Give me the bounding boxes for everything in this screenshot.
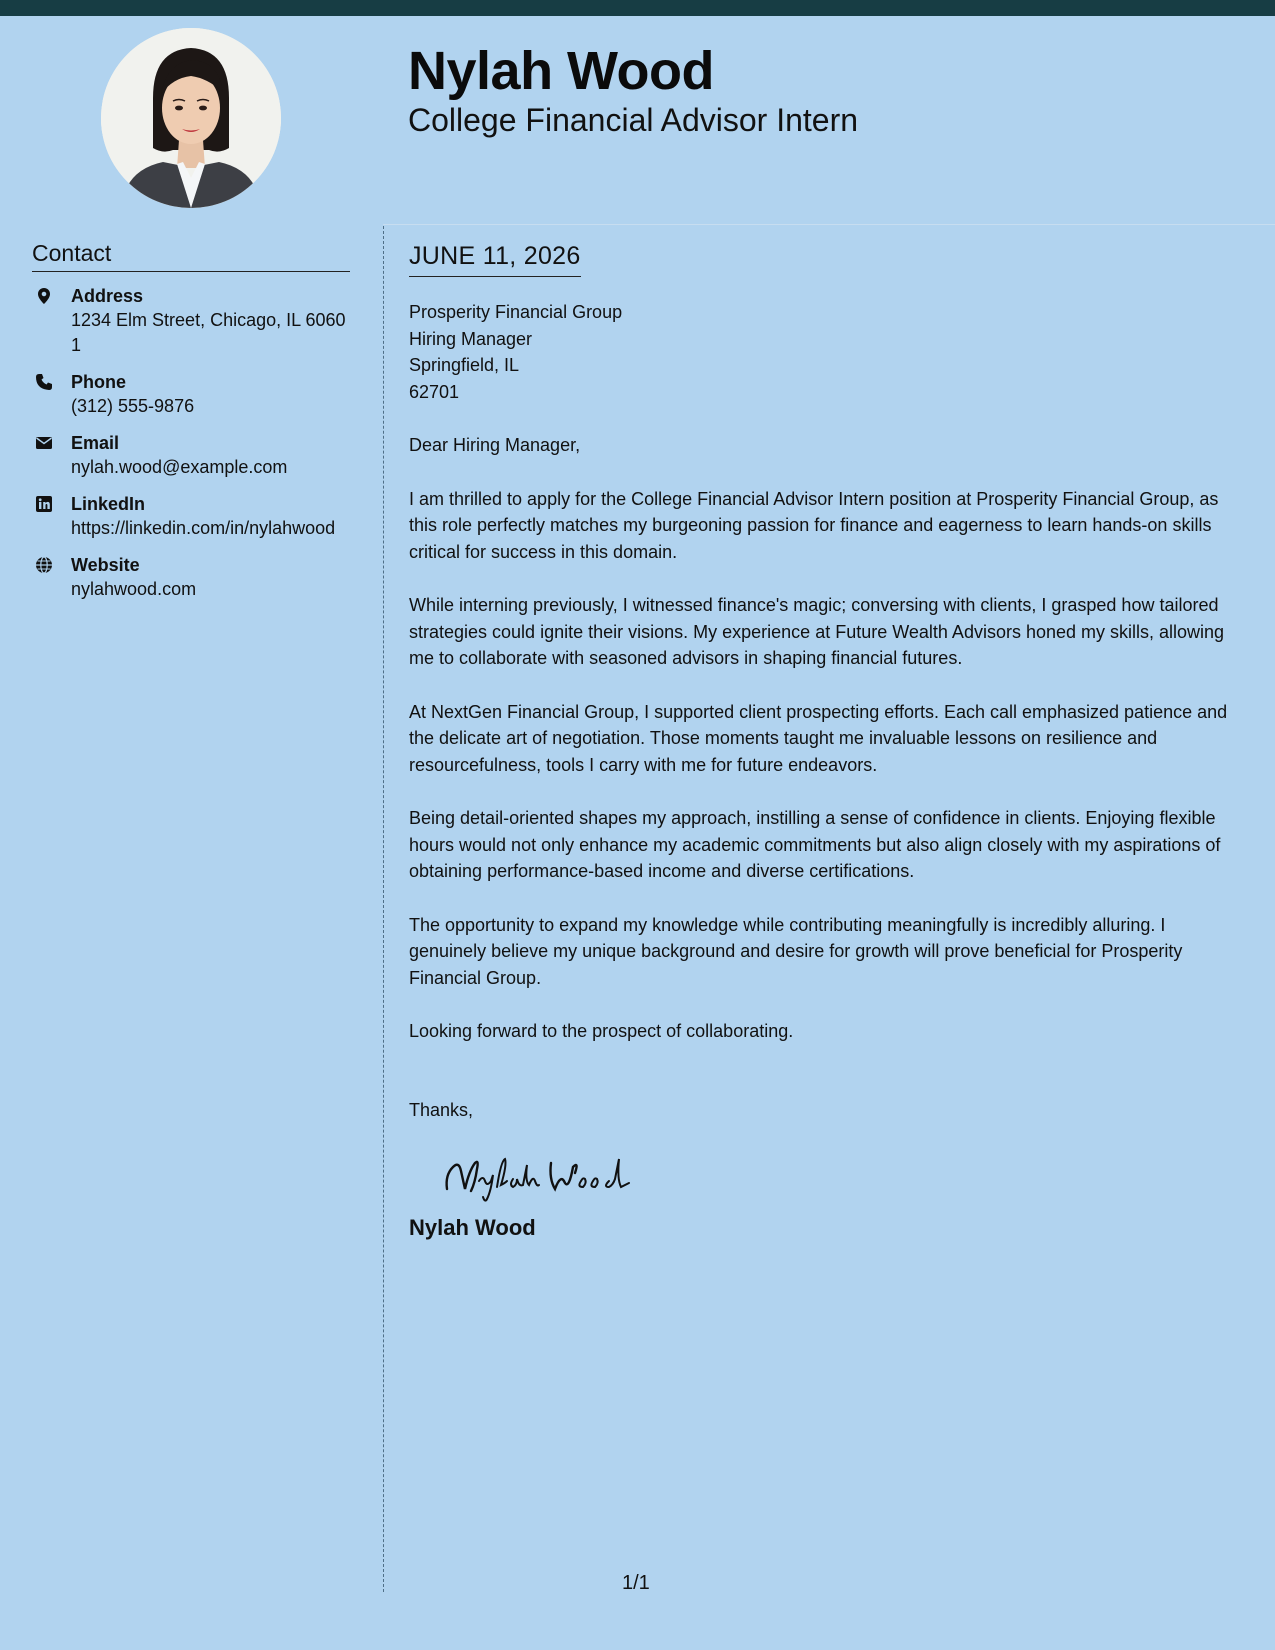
header-divider [383, 224, 1275, 225]
website-value[interactable]: nylahwood.com [71, 579, 197, 599]
address-value: 1234 Elm Street, Chicago, IL 60601 [71, 310, 346, 355]
recipient-block [409, 299, 1239, 405]
contact-label: LinkedIn [71, 494, 146, 514]
contact-website [32, 553, 352, 602]
signoff: Thanks, [409, 1099, 474, 1120]
contact-address [32, 284, 352, 358]
phone-value: (312) 555-9876 [71, 396, 195, 416]
contact-linkedin [32, 492, 352, 541]
recipient-title: Hiring Manager [409, 328, 533, 349]
contact-label: Address [71, 286, 144, 306]
closing-line: Looking forward to the prospect of collaborating. [409, 1021, 794, 1041]
letter-paragraphs [409, 486, 1239, 992]
globe-icon [35, 556, 53, 574]
page-number: 1/1 [622, 1572, 650, 1594]
letter-date: JUNE 11, 2026 [409, 242, 581, 277]
phone-icon [35, 373, 53, 391]
job-title: College Financial Advisor Intern [408, 102, 859, 138]
recipient-zip: 62701 [409, 381, 460, 402]
contact-phone [32, 370, 352, 419]
recipient-company: Prosperity Financial Group [409, 302, 623, 322]
letter-paragraph: Being detail-oriented shapes my approach, instilling a sense of confidence in clients. Enjoying flexible hours would not only enhance my academic commitments but also align closely with my aspirations of obtaining performance-based income and diverse certifications. [409, 808, 1221, 881]
letter-paragraph: While interning previously, I witnessed finance's magic; conversing with clients, I grasped how tailored strategies could ignite their visions. My experience at Future Wealth Advisors honed my skills, allowing me to collaborate with seasoned advisors in shaping financial futures. [409, 595, 1225, 668]
handwritten-signature [439, 1145, 659, 1205]
letter-paragraph: The opportunity to expand my knowledge while contributing meaningfully is incredibly alluring. I genuinely believe my unique background and desire for growth will prove beneficial for Prosperity Financial Group. [409, 914, 1183, 988]
column-divider [383, 226, 384, 1592]
letter-paragraph: At NextGen Financial Group, I supported client prospecting efforts. Each call emphasized patience and the delicate art of negotiation. Those moments taught me invaluable lessons on resilience and resourcefulness, tools I carry with me for future endeavors. [409, 701, 1228, 775]
contact-label: Website [71, 555, 140, 575]
top-accent-bar [0, 0, 1275, 16]
contact-email [32, 431, 352, 480]
signature-image [439, 1145, 659, 1205]
email-value[interactable]: nylah.wood@example.com [71, 457, 288, 477]
contact-label: Email [71, 433, 120, 453]
linkedin-value[interactable]: https://linkedin.com/in/nylahwood [71, 518, 336, 538]
avatar [101, 28, 281, 208]
contact-label: Phone [71, 372, 127, 392]
map-pin-icon [35, 287, 53, 305]
portrait-photo [101, 28, 281, 208]
letter-body [409, 242, 1239, 1241]
candidate-name: Nylah Wood [408, 41, 715, 101]
signer-name: Nylah Wood [409, 1215, 536, 1240]
linkedin-icon [35, 495, 53, 513]
salutation: Dear Hiring Manager, [409, 435, 581, 455]
letter-paragraph: I am thrilled to apply for the College Financial Advisor Intern position at Prosperity Financial Group, as this role perfectly matches my burgeoning passion for finance and eagerness to learn hands-on skills critical for success in this domain. [409, 488, 1219, 562]
contact-list [32, 284, 352, 614]
contact-heading: Contact [32, 240, 350, 272]
envelope-icon [35, 434, 53, 452]
recipient-city: Springfield, IL [409, 355, 520, 375]
